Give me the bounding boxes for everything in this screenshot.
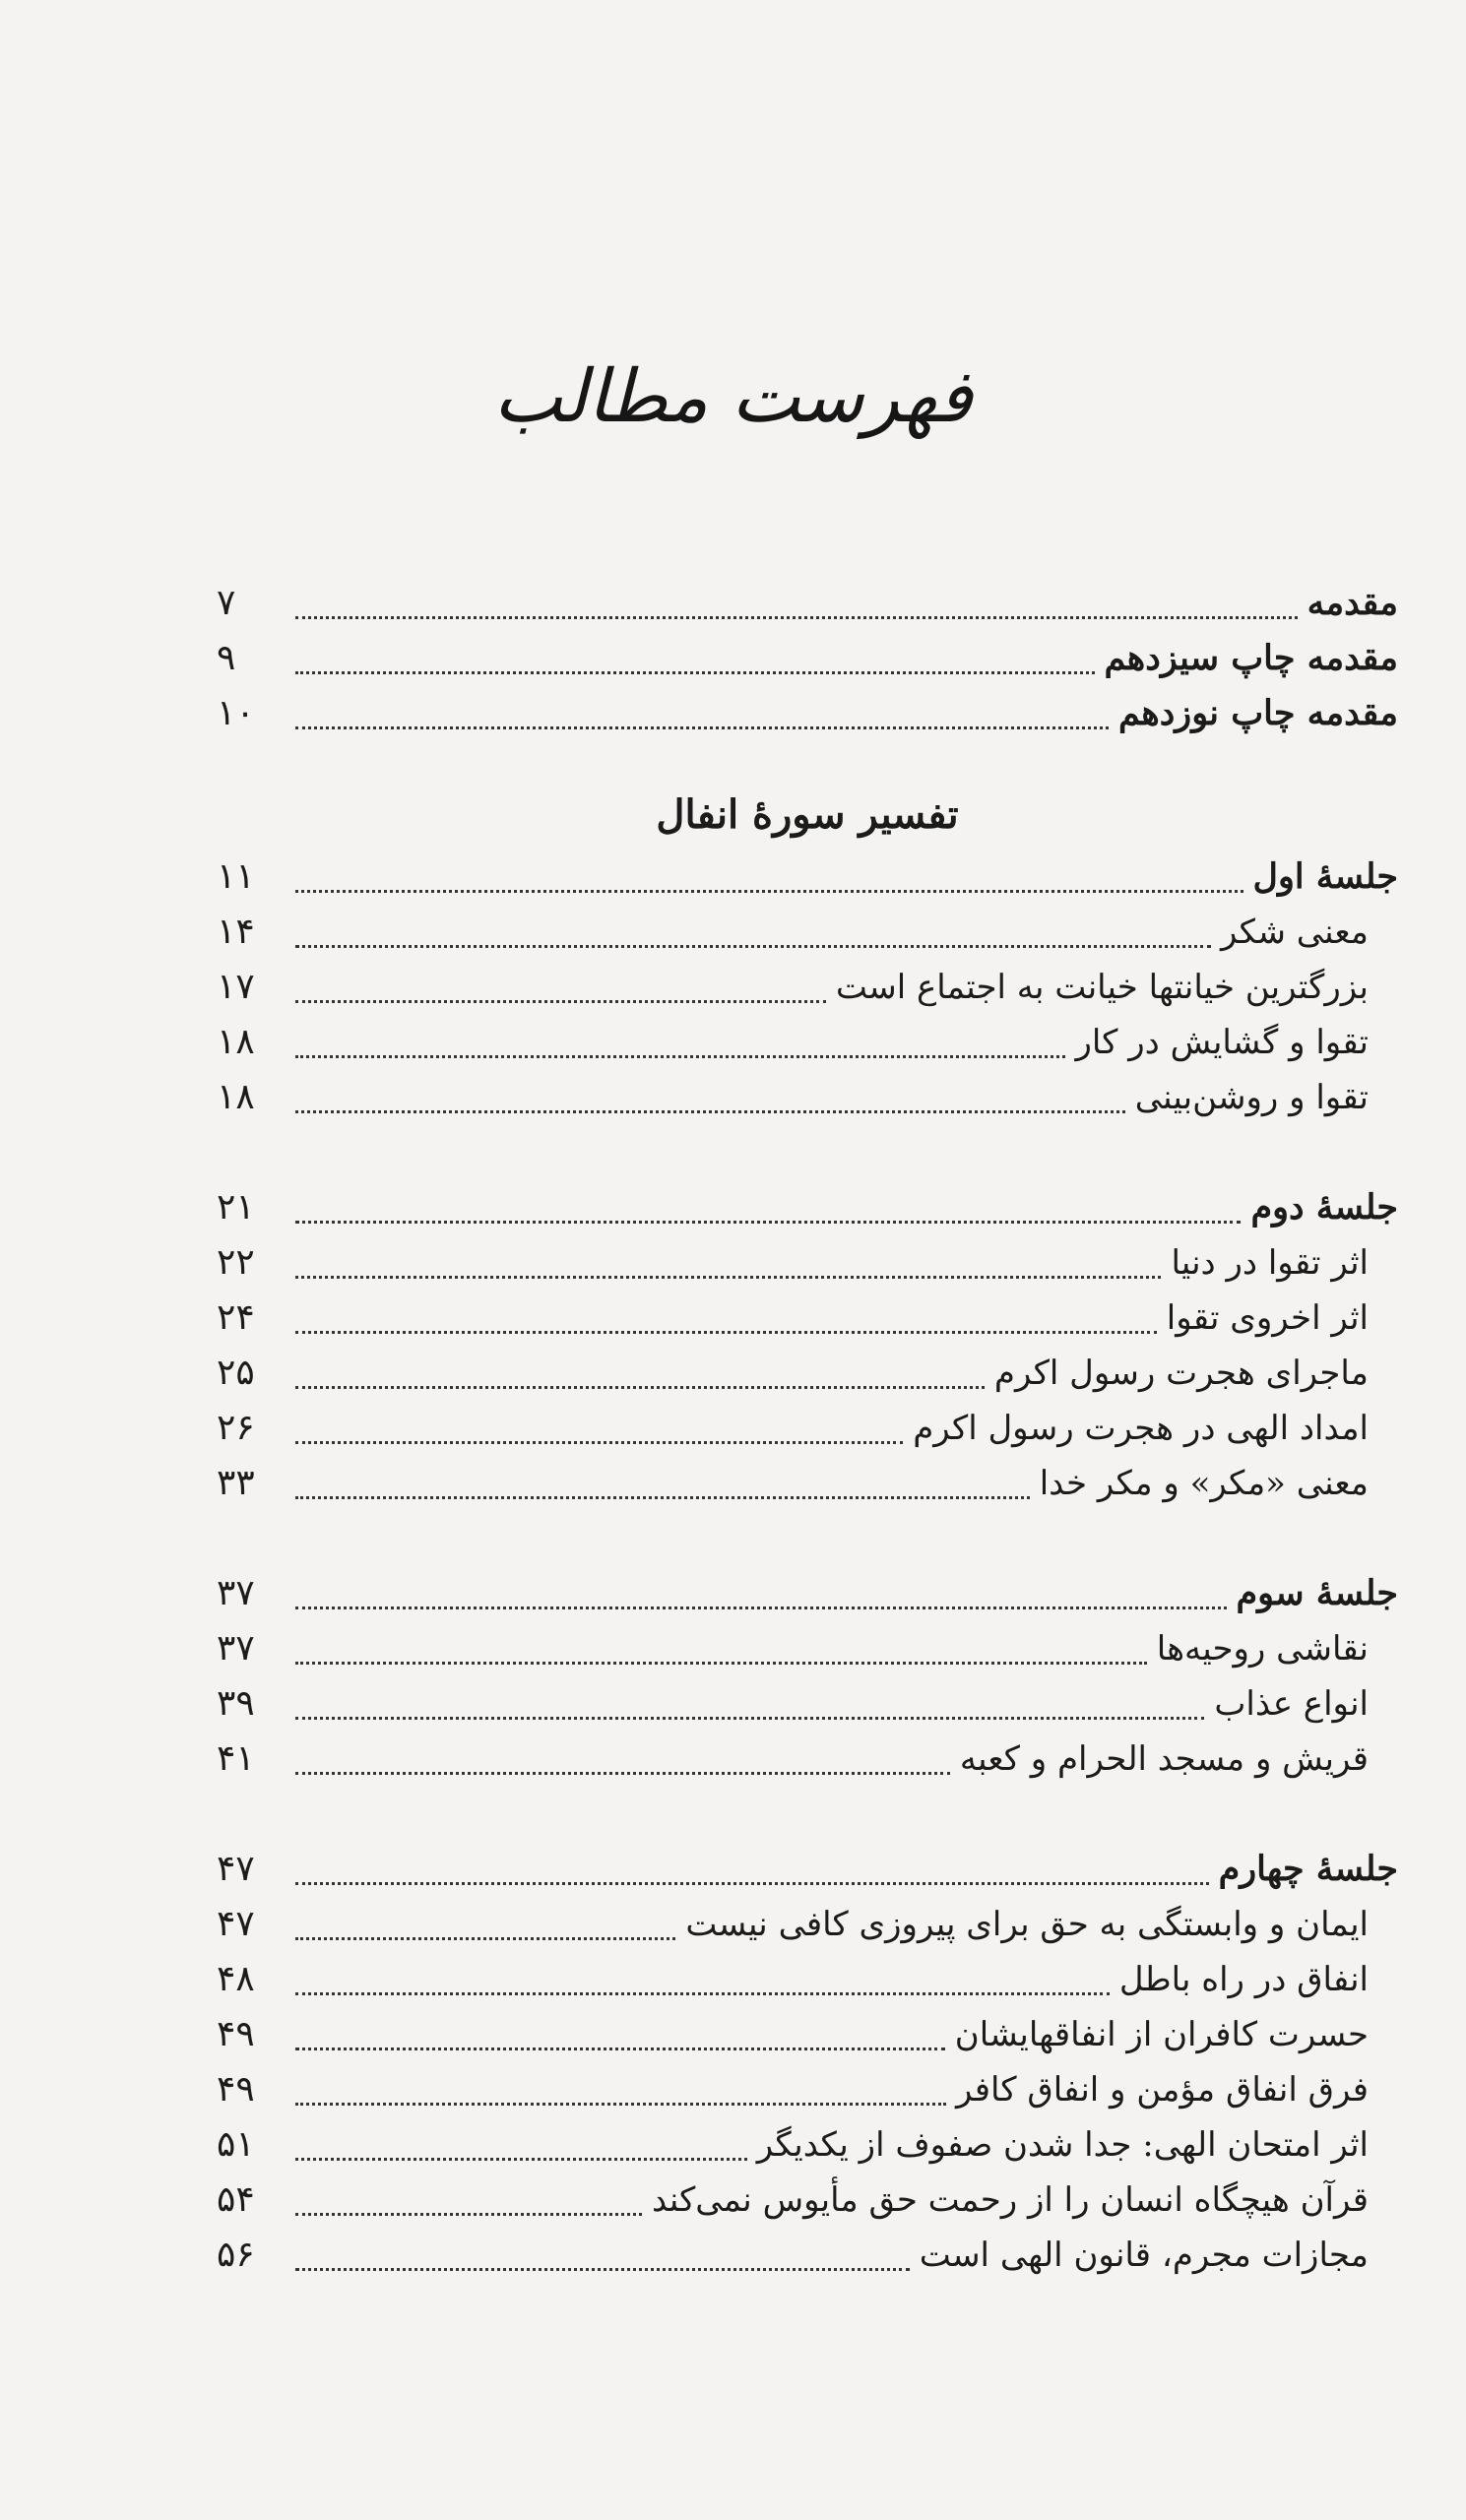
toc-entry-label: ایمان و وابستگی به حق برای پیروزی کافی نیست <box>685 1905 1369 1944</box>
toc-page-number: ۷ <box>217 583 236 623</box>
toc-page-number: ۵۴ <box>217 2179 255 2220</box>
dot-leader <box>295 1055 1065 1058</box>
toc-entry-label: اثر اخروی تقوا <box>1166 1298 1369 1338</box>
dot-leader <box>295 1441 903 1444</box>
toc-page-number: ۴۹ <box>217 2069 255 2110</box>
dot-leader <box>295 1000 826 1003</box>
toc-entry[interactable] <box>217 905 1398 960</box>
toc-entry-intro-19th[interactable] <box>217 686 1398 741</box>
toc-entry-label: بزرگترین خیانتها خیانت به اجتماع است <box>835 968 1369 1007</box>
toc-entry[interactable] <box>217 1346 1398 1401</box>
toc-session-label: جلسهٔ سوم <box>1236 1573 1398 1613</box>
toc-entry-label: تقوا و گشایش در کار <box>1075 1023 1369 1062</box>
dot-leader <box>295 616 1298 619</box>
toc-entry[interactable] <box>217 2007 1398 2062</box>
dot-leader <box>295 2048 945 2050</box>
section-title: تفسیر سورهٔ انفال <box>656 791 959 838</box>
toc-session-label: جلسهٔ اول <box>1252 856 1398 897</box>
toc-entry[interactable] <box>217 1401 1398 1456</box>
toc-entry[interactable] <box>217 2228 1398 2283</box>
toc-session-3[interactable] <box>217 1566 1398 1621</box>
toc-page-number: ۱۷ <box>217 967 255 1007</box>
dot-leader <box>295 1110 1125 1113</box>
toc-entry-label: حسرت کافران از انفاقهایشان <box>954 2015 1369 2054</box>
dot-leader <box>295 1496 1030 1499</box>
toc-entry[interactable] <box>217 1621 1398 1676</box>
spacer <box>217 1511 1398 1566</box>
toc-entry[interactable] <box>217 1015 1398 1070</box>
toc-entry-label: معنی «مکر» و مکر خدا <box>1039 1464 1369 1503</box>
toc-entry-label: تقوا و روشن‌بینی <box>1134 1078 1369 1117</box>
toc-page-number: ۹ <box>217 638 236 678</box>
dot-leader <box>295 1221 1241 1224</box>
toc-entry[interactable] <box>217 1732 1398 1787</box>
dot-leader <box>295 1276 1161 1279</box>
toc-session-label: جلسهٔ دوم <box>1250 1187 1398 1228</box>
toc-entry-label: نقاشی روحیه‌ها <box>1156 1629 1369 1669</box>
toc-page-number: ۳۹ <box>217 1683 255 1724</box>
toc-entry-intro[interactable] <box>217 576 1398 631</box>
toc-entry-label: ماجرای هجرت رسول اکرم <box>993 1354 1369 1393</box>
dot-leader <box>295 1331 1157 1334</box>
toc-page-number: ۴۱ <box>217 1738 255 1779</box>
toc-entry-label: انواع عذاب <box>1214 1684 1369 1724</box>
toc-entry-label: مقدمه چاپ نوزدهم <box>1117 693 1398 733</box>
toc-entry[interactable] <box>217 1291 1398 1346</box>
toc-entry-label: امداد الهی در هجرت رسول اکرم <box>913 1409 1369 1448</box>
toc-page-number: ۲۱ <box>217 1187 255 1228</box>
toc-entry[interactable] <box>217 960 1398 1015</box>
dot-leader <box>295 671 1095 674</box>
toc-page-number: ۴۸ <box>217 1959 255 1999</box>
toc-entry-label: قریش و مسجد الحرام و کعبه <box>959 1739 1369 1779</box>
toc-page-number: ۲۵ <box>217 1353 255 1393</box>
toc-page-number: ۱۸ <box>217 1022 255 1062</box>
spacer <box>217 1125 1398 1180</box>
toc-page-number: ۴۷ <box>217 1849 255 1889</box>
toc-page-number: ۲۴ <box>217 1297 255 1338</box>
toc-entry-label: قرآن هیچگاه انسان را از رحمت حق مأیوس نمی‌کند <box>652 2180 1369 2220</box>
toc-entry-intro-13th[interactable] <box>217 631 1398 686</box>
toc-page-number: ۲۲ <box>217 1242 255 1283</box>
toc-entry-label: اثر تقوا در دنیا <box>1171 1243 1369 1283</box>
toc-entry[interactable] <box>217 2062 1398 2117</box>
toc-session-1[interactable] <box>217 850 1398 905</box>
table-of-contents <box>217 576 1398 2283</box>
toc-entry[interactable] <box>217 2117 1398 2173</box>
toc-entry[interactable] <box>217 1235 1398 1291</box>
page-title: فهرست مطالب <box>493 354 973 439</box>
dot-leader <box>295 1937 675 1940</box>
dot-leader <box>295 1386 985 1389</box>
dot-leader <box>295 2213 642 2216</box>
toc-session-label: جلسهٔ چهارم <box>1218 1849 1398 1889</box>
dot-leader <box>295 1882 1209 1885</box>
toc-page-number: ۱۰ <box>217 693 255 733</box>
toc-entry-label: فرق انفاق مؤمن و انفاق کافر <box>956 2070 1369 2110</box>
toc-page-number: ۳۷ <box>217 1628 255 1669</box>
dot-leader <box>295 1772 950 1775</box>
toc-entry-label: اثر امتحان الهی: جدا شدن صفوف از یکدیگر <box>756 2125 1369 2165</box>
toc-entry[interactable] <box>217 1456 1398 1511</box>
toc-entry[interactable] <box>217 1070 1398 1125</box>
dot-leader <box>295 890 1243 893</box>
dot-leader <box>295 726 1109 729</box>
dot-leader <box>295 1662 1147 1665</box>
toc-page-number: ۵۶ <box>217 2235 255 2275</box>
toc-page-number: ۴۷ <box>217 1904 255 1944</box>
toc-session-4[interactable] <box>217 1842 1398 1897</box>
toc-page-number: ۳۷ <box>217 1573 255 1613</box>
dot-leader <box>295 1717 1204 1720</box>
toc-entry[interactable] <box>217 1897 1398 1952</box>
toc-entry[interactable] <box>217 1676 1398 1732</box>
toc-page-number: ۲۶ <box>217 1408 255 1448</box>
toc-page-number: ۵۱ <box>217 2124 255 2165</box>
toc-page-number: ۴۹ <box>217 2014 255 2054</box>
toc-entry-label: انفاق در راه باطل <box>1118 1960 1369 1999</box>
dot-leader <box>295 2268 910 2271</box>
dot-leader <box>295 1992 1110 1995</box>
spacer <box>217 1787 1398 1842</box>
toc-page-number: ۱۱ <box>217 856 255 897</box>
dot-leader <box>295 2158 747 2161</box>
toc-entry-label: مجازات مجرم، قانون الهی است <box>919 2236 1369 2275</box>
toc-page-number: ۳۳ <box>217 1463 255 1503</box>
toc-entry-label: مقدمه <box>1307 583 1398 623</box>
dot-leader <box>295 945 1211 948</box>
toc-entry-label: مقدمه چاپ سیزدهم <box>1104 638 1398 678</box>
toc-page-number: ۱۸ <box>217 1077 255 1117</box>
dot-leader <box>295 2103 946 2106</box>
toc-session-2[interactable] <box>217 1180 1398 1235</box>
dot-leader <box>295 1606 1227 1609</box>
toc-entry[interactable] <box>217 1952 1398 2007</box>
toc-page-number: ۱۴ <box>217 912 255 952</box>
toc-entry-label: معنی شکر <box>1220 913 1369 952</box>
toc-entry[interactable] <box>217 2173 1398 2228</box>
